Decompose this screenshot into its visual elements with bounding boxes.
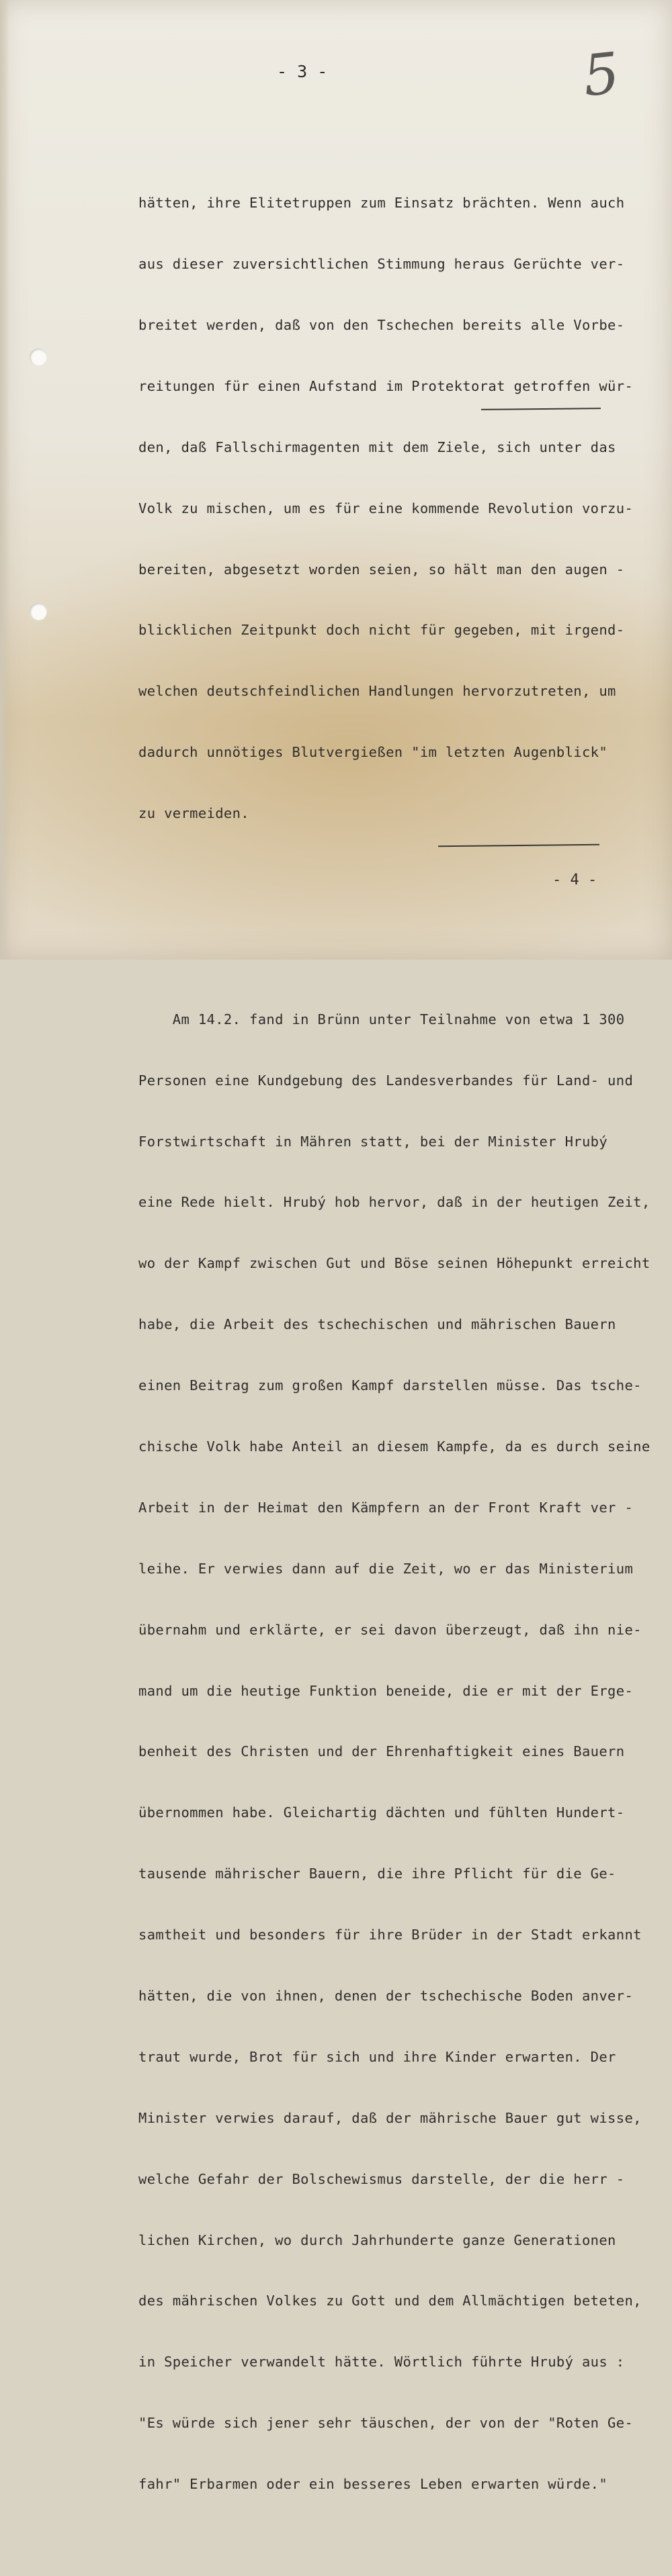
text-line: traut wurde, Brot für sich und ihre Kinder erwarten. Der — [138, 2048, 616, 2065]
handwritten-folio-number: 5 — [580, 40, 623, 109]
text-line: hätten, ihre Elitetruppen zum Einsatz brächten. Wenn auch — [138, 195, 625, 212]
text-line: chische Volk habe Anteil an diesem Kampfe, da es durch seine — [138, 1438, 650, 1455]
text-line: blicklichen Zeitpunkt doch nicht für gegeben, mit irgend- — [138, 622, 625, 639]
text-line: tausende mährischer Bauern, die ihre Pflicht für die Ge- — [138, 1866, 616, 1882]
text-line: aus dieser zuversichtlichen Stimmung heraus Gerüchte ver- — [138, 256, 625, 273]
text-line: reitungen für einen Aufstand im Protektorat getroffen wür- — [138, 377, 634, 394]
punch-hole — [30, 349, 47, 366]
typed-text-body — [138, 111, 649, 2576]
next-page-marker: - 4 - — [552, 872, 597, 888]
text-line: übernommen habe. Gleichartig dächten und fühlten Hundert- — [138, 1804, 625, 1821]
text-line: Forstwirtschaft in Mähren statt, bei der Minister Hrubý — [138, 1133, 608, 1150]
text-line: benheit des Christen und der Ehrenhaftigkeit eines Bauern — [138, 1743, 625, 1760]
text-line: leihe. Er verwies dann auf die Zeit, wo er das Ministerium — [138, 1560, 634, 1577]
text-line: "Es würde sich jener sehr täuschen, der von der "Roten Ge- — [138, 2415, 634, 2432]
text-line: den, daß Fallschirmagenten mit dem Ziele, sich unter das — [138, 439, 616, 455]
text-line: wo der Kampf zwischen Gut und Böse seinen Höhepunkt erreicht — [138, 1255, 650, 1272]
text-line: Am 14.2. fand in Brünn unter Teilnahme von etwa 1 300 — [138, 1011, 625, 1027]
page-number: - 3 - — [277, 62, 328, 81]
text-line: Arbeit in der Heimat den Kämpfern an der Front Kraft ver - — [138, 1499, 634, 1516]
text-line: mand um die heutige Funktion beneide, die er mit der Erge- — [138, 1682, 634, 1699]
text-line: breitet werden, daß von den Tschechen bereits alle Vorbe- — [138, 316, 625, 333]
text-line: Volk zu mischen, um es für eine kommende Revolution vorzu- — [138, 500, 634, 516]
paper-edge — [0, 0, 9, 960]
text-line: des mährischen Volkes zu Gott und dem Allmächtigen beteten, — [138, 2293, 642, 2309]
text-line: Minister verwies darauf, daß der mährische Bauer gut wisse, — [138, 2109, 642, 2126]
text-line: welchen deutschfeindlichen Handlungen hervorzutreten, um — [138, 683, 616, 700]
text-line: zu vermeiden. — [138, 805, 249, 822]
text-line: lichen Kirchen, wo durch Jahrhunderte ganze Generationen — [138, 2232, 616, 2248]
text-line: Personen eine Kundgebung des Landesverbandes für Land- und — [138, 1072, 634, 1089]
text-line: einen Beitrag zum großen Kampf darstellen müsse. Das tsche- — [138, 1377, 642, 1394]
text-line: eine Rede hielt. Hrubý hob hervor, daß in der heutigen Zeit, — [138, 1194, 650, 1211]
paragraph-2 — [138, 968, 649, 2535]
text-line: welche Gefahr der Bolschewismus darstelle, der die herr - — [138, 2170, 625, 2187]
text-line: dadurch unnötiges Blutvergießen "im letzten Augenblick" — [138, 744, 608, 761]
text-line: fahr" Erbarmen oder ein besseres Leben erwarten würde." — [138, 2476, 608, 2493]
text-line: übernahm und erklärte, er sei davon überzeugt, daß ihn nie- — [138, 1621, 642, 1638]
text-line: bereiten, abgesetzt worden seien, so hält man den augen - — [138, 561, 625, 578]
text-line: hätten, die von ihnen, denen der tschechische Boden anver- — [138, 1988, 634, 2005]
punch-hole — [30, 603, 47, 620]
paragraph-1 — [138, 152, 649, 864]
text-line: in Speicher verwandelt hätte. Wörtlich führte Hrubý aus : — [138, 2354, 625, 2371]
text-line: samtheit und besonders für ihre Brüder in der Stadt erkannt — [138, 1927, 642, 1943]
text-line: habe, die Arbeit des tschechischen und mährischen Bauern — [138, 1316, 616, 1333]
